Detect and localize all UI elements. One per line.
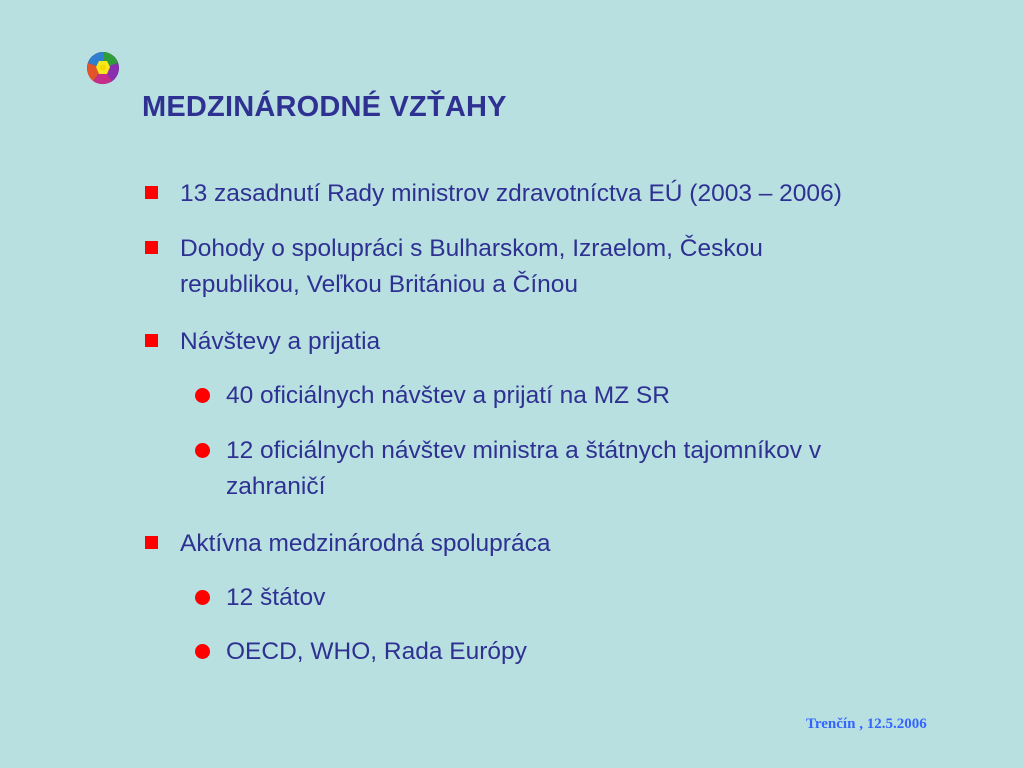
bullet-item-visits: Návštevy a prijatia	[180, 328, 381, 355]
dot-bullet-icon	[195, 644, 210, 659]
dot-bullet-icon	[195, 388, 210, 403]
slide-footer: Trenčín , 12.5.2006	[806, 716, 927, 732]
puzzle-circle-logo-icon	[86, 51, 120, 85]
sub-bullet-item-minister-visits-line2: zahraničí	[226, 473, 326, 500]
square-bullet-icon	[145, 241, 158, 254]
square-bullet-icon	[145, 536, 158, 549]
square-bullet-icon	[145, 334, 158, 347]
sub-bullet-item-official-visits: 40 oficiálnych návštev a prijatí na MZ SR	[226, 382, 670, 409]
sub-bullet-item-organizations: OECD, WHO, Rada Európy	[226, 638, 527, 665]
bullet-item-agreements-line1: Dohody o spolupráci s Bulharskom, Izraelom, Českou	[180, 235, 763, 262]
square-bullet-icon	[145, 186, 158, 199]
bullet-item-agreements-line2: republikou, Veľkou Britániou a Čínou	[180, 271, 579, 298]
bullet-item-cooperation: Aktívna medzinárodná spolupráca	[180, 530, 551, 557]
sub-bullet-item-states: 12 štátov	[226, 584, 326, 611]
sub-bullet-item-minister-visits-line1: 12 oficiálnych návštev ministra a štátnych tajomníkov v	[226, 437, 822, 464]
dot-bullet-icon	[195, 443, 210, 458]
dot-bullet-icon	[195, 590, 210, 605]
slide-title: MEDZINÁRODNÉ VZŤAHY	[142, 91, 507, 123]
bullet-item-eu-council: 13 zasadnutí Rady ministrov zdravotníctva EÚ (2003 – 2006)	[180, 180, 842, 207]
